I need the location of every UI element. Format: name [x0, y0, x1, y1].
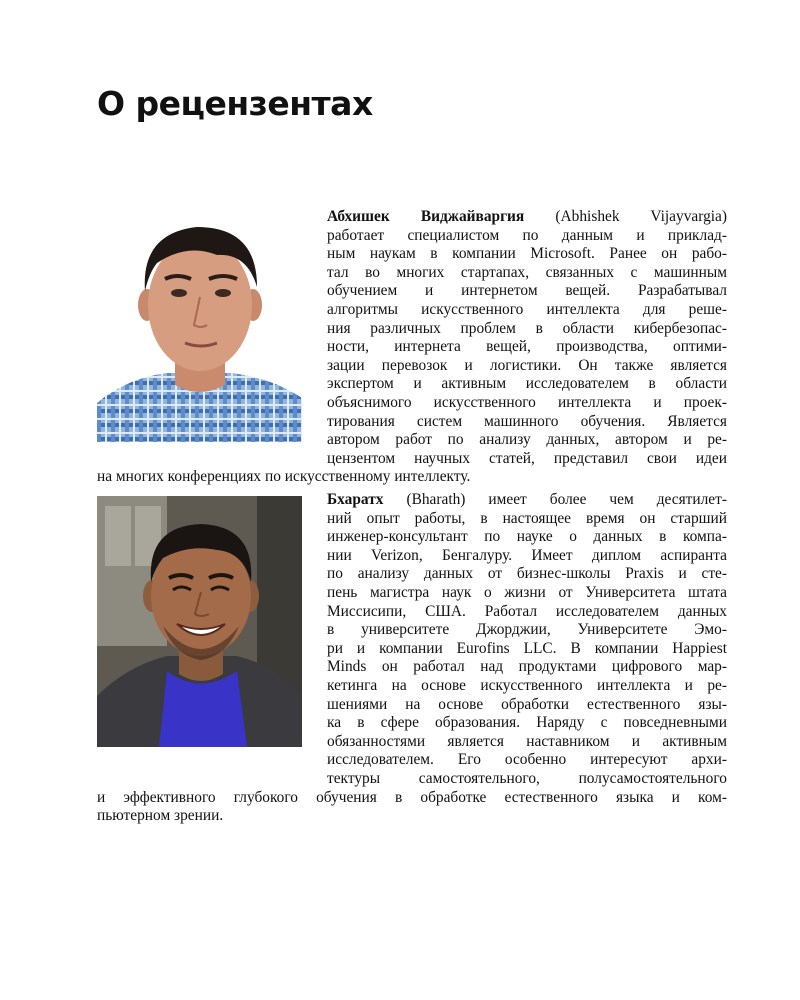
bio-line: цензентом научных статей, представил свои идеи — [327, 449, 727, 467]
bio-line: Миссисипи, США. Работал исследователем данных — [327, 602, 727, 620]
bio-line: Minds он работал над продуктами цифрового мар- — [327, 658, 727, 676]
bio-line: обязанностями является наставником и активным — [327, 732, 727, 750]
bio-line: тал во многих стартапах, связанных с машинным — [327, 263, 727, 281]
bio-line: в университете Джорджии, Университете Эмо- — [327, 621, 727, 639]
bio-line: обучением и интернетом вещей. Разрабатывал — [327, 282, 727, 300]
bio-line: автором работ по анализу данных, автором и ре- — [327, 431, 727, 449]
bio-line: ний опыт работы, в настоящее время он старший — [327, 509, 727, 527]
reviewer-name: Абхишек Виджайваргия — [327, 208, 525, 225]
bio-line: нии Verizon, Бенгалуру. Имеет диплом аспиранта — [327, 546, 727, 564]
bio-line: Абхишек Виджайваргия (Abhishek Vijayvargia) — [327, 208, 728, 225]
bio-line: шениями на основе обработки естественного язы- — [327, 695, 727, 713]
bio-line: инженер-консультант по науке о данных в компа- — [327, 528, 727, 546]
bio-line: Бхаратх (Bharath) имеет более чем десятилет- — [327, 491, 727, 508]
bio-line: пень магистра наук о жизни от Университета штата — [327, 583, 727, 601]
reviewer-name: Бхаратх — [327, 491, 384, 508]
bio-line: тирования систем машинного обучения. Является — [327, 412, 727, 430]
bio-line: кетинга на основе искусственного интеллекта и ре- — [327, 676, 727, 694]
reviewer-bio-abhishek — [97, 208, 727, 487]
bio-line: ри и компании Eurofins LLC. В компании Happiest — [327, 639, 727, 657]
bio-line: исследователем. Его особенно интересуют архи- — [327, 751, 727, 769]
bio-line: ности, интернета вещей, производства, оптими- — [327, 338, 727, 356]
bio-line: алгоритмы искусственного интеллекта для реше- — [327, 300, 727, 318]
bio-line: объяснимого искусственного интеллекта и проек- — [327, 393, 727, 411]
bio-line: и эффективного глубокого обучения в обработке естественного языка и ком- — [97, 788, 727, 806]
bio-line: экспертом и активным исследователем в области — [327, 375, 727, 393]
bio-line: зации перевозок и логистики. Он также является — [327, 356, 727, 374]
bio-line: тектуры самостоятельного, полусамостоятельного — [327, 769, 727, 787]
page-title: О рецензентах — [97, 84, 373, 123]
bio-line: по анализу данных от бизнес-школы Praxis и сте- — [327, 565, 727, 583]
bio-line: на многих конференциях по искусственному интеллекту. — [97, 468, 471, 486]
bio-line: работает специалистом по данным и приклад- — [327, 226, 727, 244]
bio-line: ка в сфере образования. Наряду с повседневными — [327, 714, 727, 732]
bio-line: ния различных проблем в области кибербезопас- — [327, 319, 727, 337]
reviewer-bio-bharath — [97, 491, 727, 826]
bio-line: пьютерном зрении. — [97, 807, 224, 825]
bio-line: ным наукам в компании Microsoft. Ранее он рабо- — [327, 245, 727, 263]
